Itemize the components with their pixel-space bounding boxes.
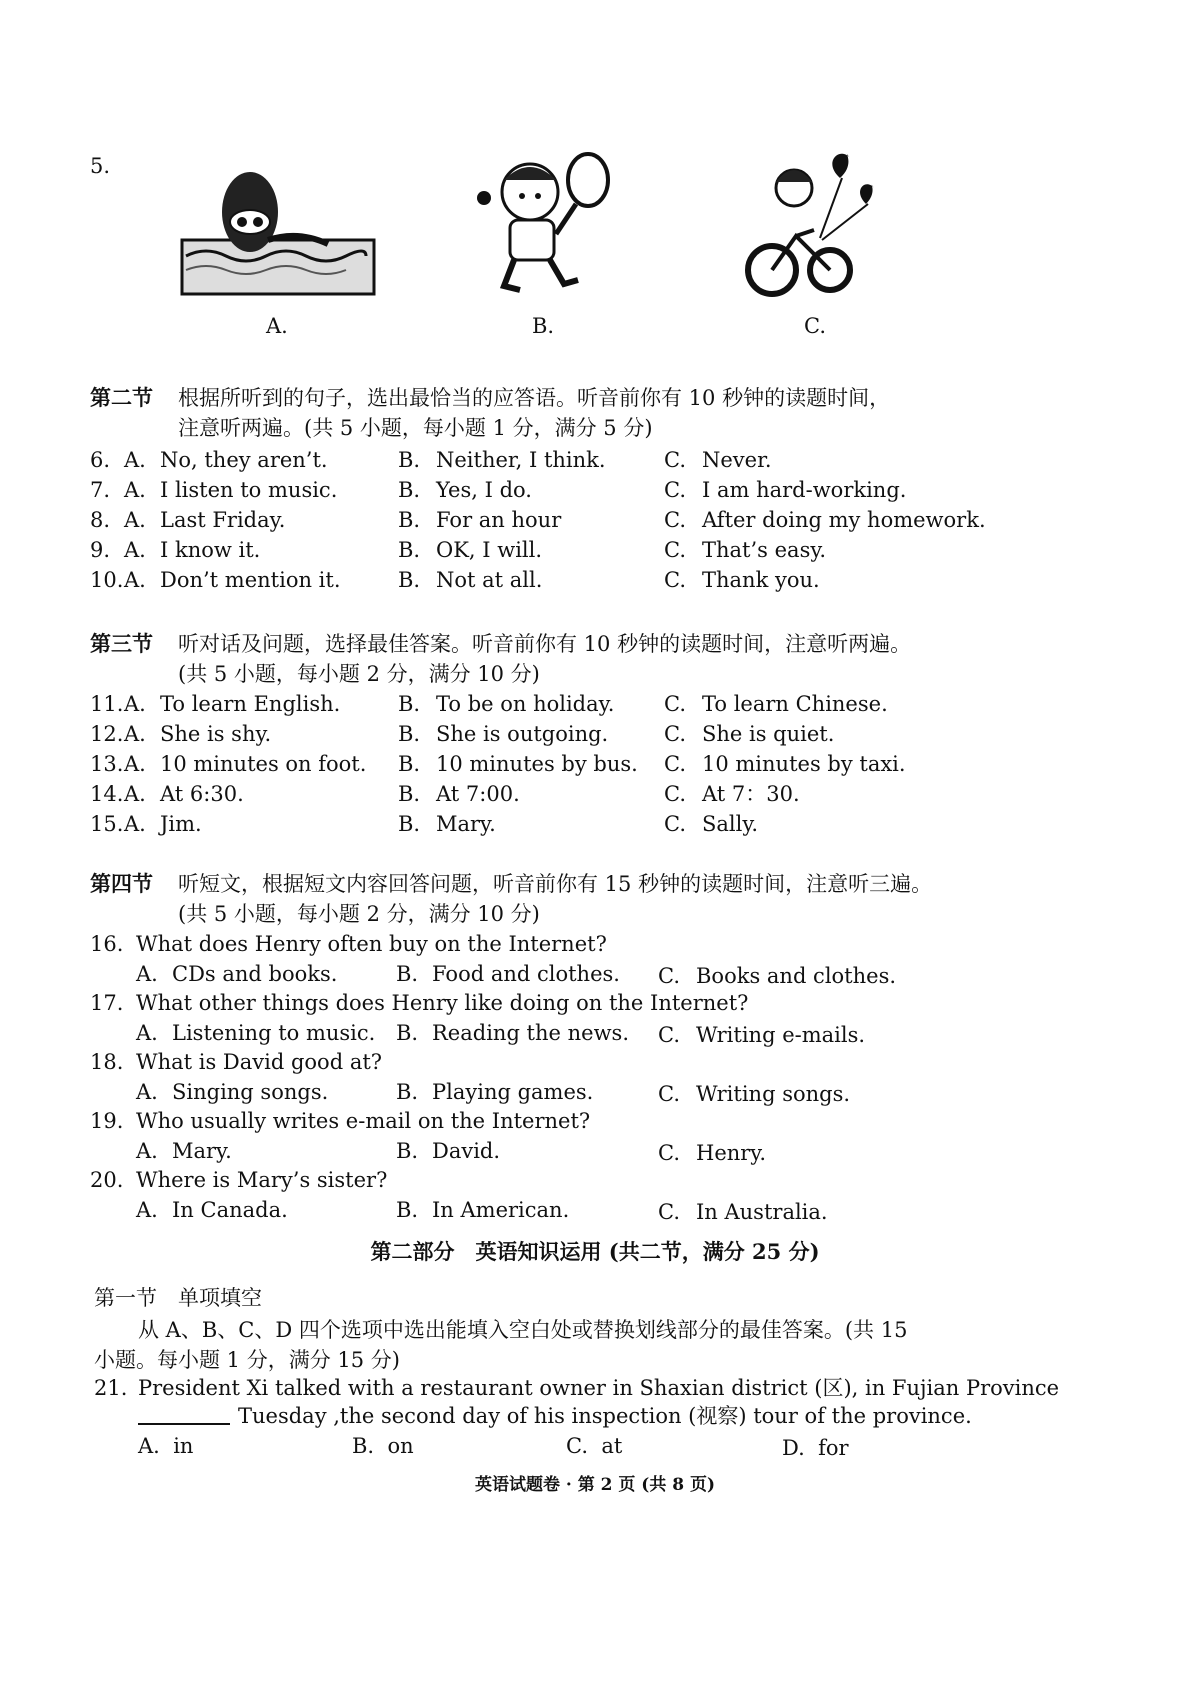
option-letter: A. [136, 1139, 158, 1163]
option-a: Last Friday. [160, 508, 286, 532]
option-letter: C. [658, 1023, 680, 1047]
option-c: In Australia. [696, 1200, 828, 1224]
option-c: Henry. [696, 1141, 767, 1165]
option-a: Jim. [160, 812, 202, 836]
option-letter: A. [124, 478, 146, 502]
option-letter: A. [124, 812, 146, 836]
section-4-title: 第四节 [90, 871, 153, 896]
option-b: OK, I will. [436, 538, 543, 562]
option-b: In American. [432, 1198, 570, 1222]
question-text: What other things does Henry like doing on the Internet? [136, 991, 749, 1015]
option-a: Listening to music. [172, 1021, 376, 1045]
option-b: To be on holiday. [436, 692, 615, 716]
question-text: Who usually writes e-mail on the Internet? [136, 1109, 591, 1133]
question-number: 19. [90, 1109, 124, 1133]
option-c: After doing my homework. [702, 508, 986, 532]
option-b: For an hour [436, 508, 562, 532]
option-c: At 7：30. [702, 782, 800, 806]
option-letter: C. [664, 812, 686, 836]
question-number: 9. [90, 538, 111, 562]
option-a: Mary. [172, 1139, 232, 1163]
option-a: To learn English. [160, 692, 341, 716]
option-a: I listen to music. [160, 478, 338, 502]
option-c: Writing e-mails. [696, 1023, 866, 1047]
question-text: What does Henry often buy on the Internet? [136, 932, 607, 956]
option-b: Food and clothes. [432, 962, 620, 986]
option-b: Neither, I think. [436, 448, 606, 472]
option-a: I know it. [160, 538, 261, 562]
option-b: David. [432, 1139, 501, 1163]
option-letter: A. [136, 1021, 158, 1045]
option-letter: B. [398, 752, 421, 776]
option-b-label: B. [532, 314, 555, 338]
option-a: 10 minutes on foot. [160, 752, 367, 776]
page-footer: 英语试题卷 · 第 2 页 (共 8 页) [474, 1475, 716, 1495]
answer-blank[interactable] [138, 1403, 230, 1425]
option-b: Playing games. [432, 1080, 594, 1104]
option-letter: A. [136, 1198, 158, 1222]
option-c: She is quiet. [702, 722, 835, 746]
option-letter: A. [124, 692, 146, 716]
option-letter: B. [398, 538, 421, 562]
question-21-option-d: for [818, 1436, 849, 1460]
section-2-title: 第二节 [90, 385, 153, 410]
option-letter: A. [136, 962, 158, 986]
section-3-instruction-line1: 听对话及问题，选择最佳答案。听音前你有 10 秒钟的读题时间，注意听两遍。 [178, 632, 912, 656]
option-a: Singing songs. [172, 1080, 329, 1104]
option-a: Don’t mention it. [160, 568, 341, 592]
option-letter: C. [664, 478, 686, 502]
question-21-option-b: on [387, 1434, 414, 1458]
part-2-instruction-line2: 小题。每小题 1 分，满分 15 分) [94, 1348, 400, 1372]
question-21-option-c: at [601, 1434, 623, 1458]
question-21-line1: President Xi talked with a restaurant owner in Shaxian district (区), in Fujian Province [138, 1376, 1060, 1400]
option-c: That’s easy. [702, 538, 827, 562]
question-number: 11. [90, 692, 124, 716]
option-b: At 7:00. [436, 782, 520, 806]
option-a: No, they aren’t. [160, 448, 328, 472]
part-2-instruction-line1: 从 A、B、C、D 四个选项中选出能填入空白处或替换划线部分的最佳答案。(共 15 [138, 1318, 908, 1342]
option-a-label: A. [266, 314, 288, 338]
option-c: Thank you. [702, 568, 820, 592]
option-letter: B. [398, 568, 421, 592]
option-letter: A. [124, 568, 146, 592]
question-number: 12. [90, 722, 124, 746]
section-4-instruction-line2: (共 5 小题，每小题 2 分，满分 10 分) [178, 902, 540, 926]
option-b: Mary. [436, 812, 496, 836]
option-letter: C. [664, 722, 686, 746]
option-letter: B. [396, 1198, 419, 1222]
option-letter: B. [396, 962, 419, 986]
question-number: 18. [90, 1050, 124, 1074]
section-2-instruction-line2: 注意听两遍。(共 5 小题，每小题 1 分，满分 5 分) [178, 416, 653, 440]
option-letter: D. [782, 1436, 805, 1460]
question-number: 14. [90, 782, 124, 806]
option-c: Never. [702, 448, 772, 472]
question-21-line2: Tuesday ,the second day of his inspection (视察) tour of the province. [238, 1404, 972, 1428]
option-c: Books and clothes. [696, 964, 897, 988]
option-letter: B. [396, 1139, 419, 1163]
section-3-title: 第三节 [90, 631, 153, 656]
option-letter: C. [664, 752, 686, 776]
option-c: 10 minutes by taxi. [702, 752, 906, 776]
option-c: I am hard-working. [702, 478, 907, 502]
option-b: She is outgoing. [436, 722, 609, 746]
question-number: 15. [90, 812, 124, 836]
option-a: CDs and books. [172, 962, 338, 986]
option-c: Sally. [702, 812, 759, 836]
option-letter: A. [124, 448, 146, 472]
option-letter: B. [398, 508, 421, 532]
option-letter: B. [396, 1080, 419, 1104]
option-letter: B. [398, 692, 421, 716]
question-number: 6. [90, 448, 111, 472]
option-a: At 6:30. [160, 782, 244, 806]
question-number: 17. [90, 991, 124, 1015]
option-b: Reading the news. [432, 1021, 630, 1045]
option-letter: A. [138, 1434, 160, 1458]
question-number: 16. [90, 932, 124, 956]
question-number: 10. [90, 568, 124, 592]
option-letter: C. [664, 538, 686, 562]
part-2-title: 第二部分 英语知识运用 (共二节，满分 25 分) [370, 1239, 820, 1264]
part-2-section-1-title: 第一节 单项填空 [94, 1286, 262, 1310]
section-4-instruction-line1: 听短文，根据短文内容回答问题，听音前你有 15 秒钟的读题时间，注意听三遍。 [178, 872, 933, 896]
option-letter: A. [124, 782, 146, 806]
section-3-instruction-line2: (共 5 小题，每小题 2 分，满分 10 分) [178, 662, 540, 686]
swimming-icon [178, 160, 378, 300]
option-a: She is shy. [160, 722, 272, 746]
option-letter: C. [658, 1200, 680, 1224]
option-letter: A. [136, 1080, 158, 1104]
tennis-icon [470, 150, 620, 300]
option-letter: B. [398, 722, 421, 746]
question-21-option-a: in [173, 1434, 194, 1458]
question-number: 7. [90, 478, 111, 502]
question-21-number: 21. [94, 1376, 128, 1400]
option-letter: C. [566, 1434, 588, 1458]
option-letter: C. [664, 508, 686, 532]
question-text: What is David good at? [136, 1050, 383, 1074]
option-letter: A. [124, 538, 146, 562]
option-letter: B. [396, 1021, 419, 1045]
option-letter: B. [352, 1434, 375, 1458]
option-letter: C. [658, 964, 680, 988]
option-letter: A. [124, 508, 146, 532]
option-letter: B. [398, 478, 421, 502]
question-number: 8. [90, 508, 111, 532]
option-letter: C. [664, 782, 686, 806]
option-letter: C. [658, 1141, 680, 1165]
question-5-number: 5. [90, 154, 111, 178]
option-letter: A. [124, 752, 146, 776]
option-letter: C. [658, 1082, 680, 1106]
option-letter: A. [124, 722, 146, 746]
option-letter: C. [664, 568, 686, 592]
option-letter: C. [664, 692, 686, 716]
option-c: Writing songs. [696, 1082, 851, 1106]
option-b: 10 minutes by bus. [436, 752, 638, 776]
option-letter: C. [664, 448, 686, 472]
cycling-icon [742, 148, 902, 300]
option-letter: B. [398, 782, 421, 806]
option-a: In Canada. [172, 1198, 288, 1222]
section-2-instruction-line1: 根据所听到的句子，选出最恰当的应答语。听音前你有 10 秒钟的读题时间， [178, 386, 891, 410]
question-number: 13. [90, 752, 124, 776]
option-b: Not at all. [436, 568, 543, 592]
option-letter: B. [398, 448, 421, 472]
option-c-label: C. [804, 314, 826, 338]
question-text: Where is Mary’s sister? [136, 1168, 388, 1192]
question-number: 20. [90, 1168, 124, 1192]
option-b: Yes, I do. [436, 478, 532, 502]
option-letter: B. [398, 812, 421, 836]
option-c: To learn Chinese. [702, 692, 888, 716]
